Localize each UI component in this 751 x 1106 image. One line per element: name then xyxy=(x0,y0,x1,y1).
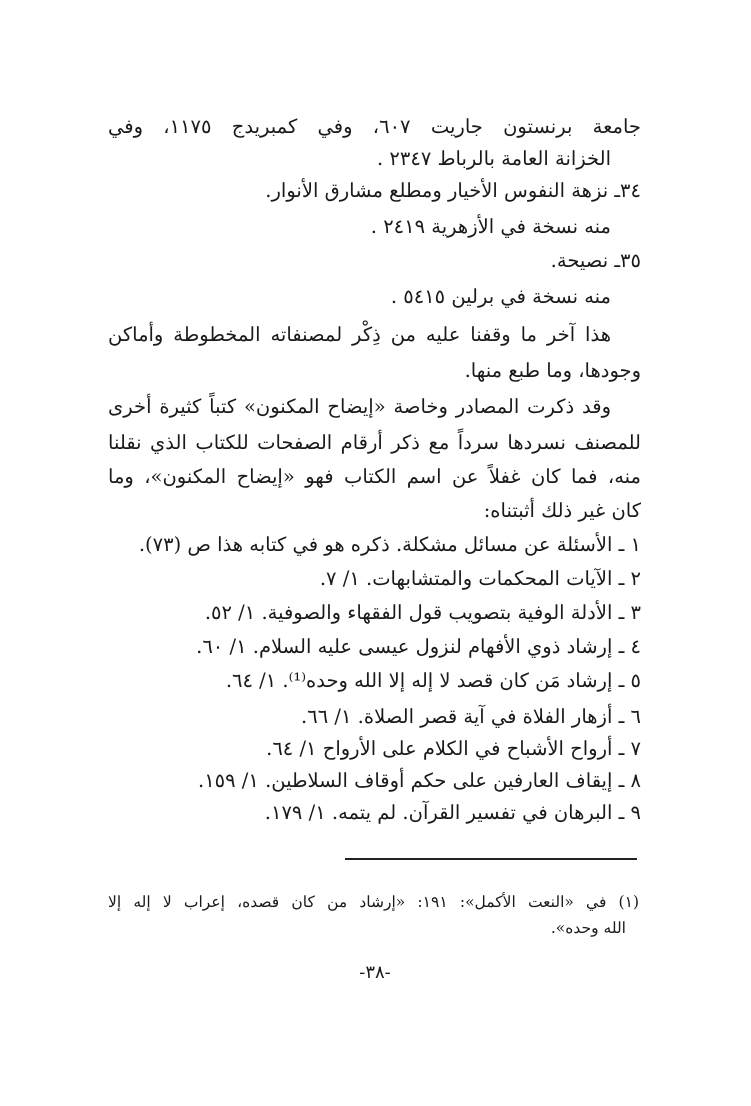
paragraph2-line-1: وقد ذكرت المصادر وخاصة «إيضاح المكنون» كتباً كثيرة أخرى xyxy=(108,395,611,418)
page-number: -٣٨- xyxy=(359,962,391,983)
list-item-8: ٨ ـ إيقاف العارفين على حكم أوقاف السلاطين. ١/ ١٥٩. xyxy=(197,769,641,792)
paragraph2-line-4: كان غير ذلك أثبتناه: xyxy=(483,499,641,522)
list-item-34: ٣٤ـ نزهة النفوس الأخيار ومطلع مشارق الأنوار. xyxy=(265,179,641,202)
footnote-divider xyxy=(345,858,637,860)
list-item-5: ٥ ـ إرشاد مَن كان قصد لا إله إلا الله وحده⁽¹⁾. ١/ ٦٤. xyxy=(225,669,641,692)
list-item-1: ١ ـ الأسئلة عن مسائل مشكلة. ذكره هو في كتابه هذا ص (٧٣). xyxy=(138,533,641,556)
list-item-9: ٩ ـ البرهان في تفسير القرآن. لم يتمه. ١/ ١٧٩. xyxy=(264,801,641,824)
text-line-2: الخزانة العامة بالرباط ٢٣٤٧ . xyxy=(377,147,611,170)
list-item-35: ٣٥ـ نصيحة. xyxy=(550,249,641,272)
paragraph-line-1: هذا آخر ما وقفنا عليه من ذِكْر لمصنفاته المخطوطة وأماكن xyxy=(108,323,611,346)
paragraph-line-2: وجودها، وما طبع منها. xyxy=(464,359,641,382)
paragraph2-line-3: منه، فما كان غفلاً عن اسم الكتاب فهو «إيضاح المكنون»، وما xyxy=(108,465,641,488)
list-item-7: ٧ ـ أرواح الأشباح في الكلام على الأرواح ١/ ٦٤. xyxy=(266,737,641,760)
text-line-6: منه نسخة في برلين ٥٤١٥ . xyxy=(390,285,611,308)
footnote-line-2: الله وحده». xyxy=(550,919,626,937)
list-item-6: ٦ ـ أزهار الفلاة في آية قصر الصلاة. ١/ ٦٦. xyxy=(301,705,641,728)
paragraph2-line-2: للمصنف نسردها سرداً مع ذكر أرقام الصفحات للكتاب الذي نقلنا xyxy=(108,431,641,454)
text-line-1: جامعة برنستون جاريت ٦٠٧، وفي كمبريدج ١١٧٥، وفي xyxy=(108,115,641,138)
list-item-2: ٢ ـ الآيات المحكمات والمتشابهات. ١/ ٧. xyxy=(319,567,641,590)
text-line-4: منه نسخة في الأزهرية ٢٤١٩ . xyxy=(370,215,611,238)
list-item-3: ٣ ـ الأدلة الوفية بتصويب قول الفقهاء والصوفية. ١/ ٥٢. xyxy=(204,601,641,624)
footnote-line-1: (١) في «النعت الأكمل»: ١٩١: «إرشاد من كان قصده، إعراب لا إله إلا xyxy=(108,893,639,911)
list-item-4: ٤ ـ إرشاد ذوي الأفهام لنزول عيسى عليه السلام. ١/ ٦٠. xyxy=(196,635,641,658)
